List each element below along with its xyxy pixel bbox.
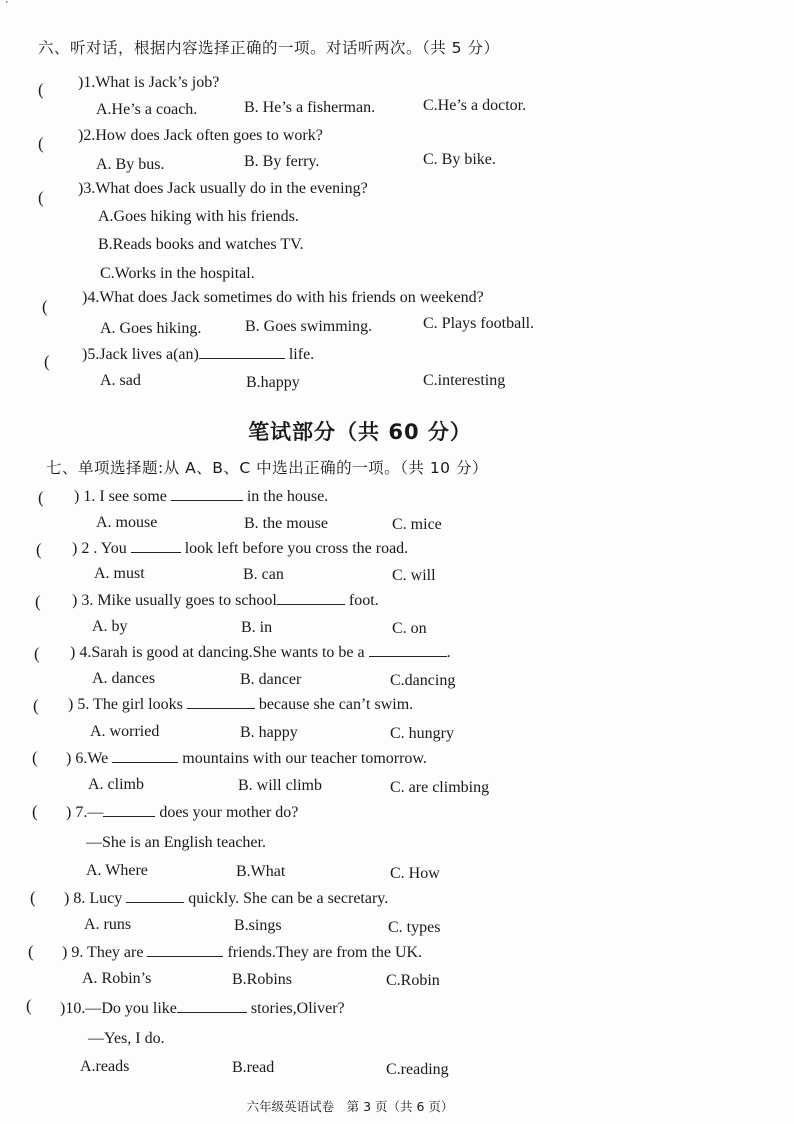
question-text: ) 1. I see some in the house. xyxy=(74,488,329,505)
option-c: C. mice xyxy=(392,516,442,533)
answer-line: —Yes, I do. xyxy=(88,1030,165,1047)
option-a: A. sad xyxy=(100,372,141,389)
option-c: C.interesting xyxy=(423,372,506,389)
option-a: A. runs xyxy=(84,916,132,933)
option-a: A.Goes hiking with his friends. xyxy=(98,208,299,225)
written-part-title: 笔试部分（共 60 分） xyxy=(248,420,472,444)
question-text: ) 7.— does your mother do? xyxy=(66,804,299,821)
option-c: C. types xyxy=(388,919,441,936)
section7-heading: 七、单项选择题:从 A、B、C 中选出正确的一项。（共 10 分） xyxy=(46,459,488,477)
option-a: A. By bus. xyxy=(96,156,165,173)
answer-blank[interactable] xyxy=(126,901,184,903)
question-text: )10.—Do you like stories,Oliver? xyxy=(60,1000,345,1017)
option-c: C.Works in the hospital. xyxy=(100,265,255,282)
question-text: ) 3. Mike usually goes to school foot. xyxy=(72,592,379,609)
question-text: ) 2 . You look left before you cross the road. xyxy=(72,540,409,557)
answer-paren[interactable]: ( xyxy=(26,996,32,1015)
option-b: B. By ferry. xyxy=(244,153,320,170)
option-a: A. by xyxy=(92,618,128,635)
question-text: ) 4.Sarah is good at dancing.She wants to be a . xyxy=(70,644,451,661)
answer-blank[interactable] xyxy=(171,499,243,501)
answer-paren[interactable]: ( xyxy=(35,592,41,611)
option-b: B.read xyxy=(232,1059,275,1076)
answer-line: —She is an English teacher. xyxy=(86,834,266,851)
question-text: )3.What does Jack usually do in the evening? xyxy=(78,180,368,197)
question-text: ) 9. They are friends.They are from the UK. xyxy=(62,944,423,961)
answer-blank[interactable] xyxy=(112,761,178,763)
option-c: C.Robin xyxy=(386,972,440,989)
answer-paren[interactable]: ( xyxy=(38,188,44,207)
option-c: C. are climbing xyxy=(390,779,490,796)
corner-mark: ' xyxy=(6,0,8,11)
question-text: ) 5. The girl looks because she can’t swim. xyxy=(68,696,414,713)
answer-blank[interactable] xyxy=(277,603,345,605)
option-b: B. in xyxy=(241,619,273,636)
answer-blank[interactable] xyxy=(199,357,285,359)
option-a: A.reads xyxy=(80,1058,130,1075)
answer-paren[interactable]: ( xyxy=(38,134,44,153)
answer-paren[interactable]: ( xyxy=(33,696,39,715)
option-b: B.What xyxy=(236,863,286,880)
option-a: A. mouse xyxy=(96,514,158,531)
answer-blank[interactable] xyxy=(177,1011,247,1013)
option-a: A. Goes hiking. xyxy=(100,320,202,337)
answer-blank[interactable] xyxy=(187,707,255,709)
question-text: )5.Jack lives a(an) life. xyxy=(82,346,315,363)
page-footer: 六年级英语试卷 第 3 页（共 6 页） xyxy=(246,1099,454,1114)
option-c: C. How xyxy=(390,865,440,882)
answer-blank[interactable] xyxy=(147,955,223,957)
option-a: A. Robin’s xyxy=(82,970,152,987)
option-b: B. He’s a fisherman. xyxy=(244,99,376,116)
option-b: B. will climb xyxy=(238,777,322,794)
option-a: A. must xyxy=(94,565,145,582)
answer-paren[interactable]: ( xyxy=(34,644,40,663)
answer-paren[interactable]: ( xyxy=(32,802,38,821)
option-b: B. can xyxy=(243,566,284,583)
option-c: C. on xyxy=(392,620,427,637)
option-a: A. dances xyxy=(92,670,156,687)
question-text: )1.What is Jack’s job? xyxy=(78,74,220,91)
option-c: C. will xyxy=(392,567,436,584)
option-a: A. climb xyxy=(88,776,144,793)
option-b: B.Reads books and watches TV. xyxy=(98,236,304,253)
option-c: C. By bike. xyxy=(423,151,496,168)
option-c: C.dancing xyxy=(390,672,456,689)
option-a: A. worried xyxy=(90,723,160,740)
option-c: C.reading xyxy=(386,1061,449,1078)
answer-paren[interactable]: ( xyxy=(38,488,44,507)
answer-paren[interactable]: ( xyxy=(28,942,34,961)
answer-paren[interactable]: ( xyxy=(36,540,42,559)
answer-blank[interactable] xyxy=(103,815,155,817)
question-text: ) 8. Lucy quickly. She can be a secretary. xyxy=(64,890,389,907)
answer-paren[interactable]: ( xyxy=(44,352,50,371)
question-text: ) 6.We mountains with our teacher tomorrow. xyxy=(66,750,427,767)
answer-blank[interactable] xyxy=(131,551,181,553)
option-b: B. dancer xyxy=(240,671,302,688)
option-c: C.He’s a doctor. xyxy=(423,97,527,114)
option-c: C. Plays football. xyxy=(423,315,535,332)
option-c: C. hungry xyxy=(390,725,454,742)
option-b: B.happy xyxy=(246,374,300,391)
answer-paren[interactable]: ( xyxy=(38,80,44,99)
option-b: B. Goes swimming. xyxy=(245,318,373,335)
section6-heading: 六、听对话，根据内容选择正确的一项。对话听两次。（共 5 分） xyxy=(38,39,500,57)
option-b: B. the mouse xyxy=(244,515,328,532)
question-text: )4.What does Jack sometimes do with his friends on weekend? xyxy=(82,289,484,306)
answer-blank[interactable] xyxy=(369,655,447,657)
question-text: )2.How does Jack often goes to work? xyxy=(78,127,323,144)
option-b: B. happy xyxy=(240,724,298,741)
answer-paren[interactable]: ( xyxy=(42,297,48,316)
answer-paren[interactable]: ( xyxy=(32,748,38,767)
option-a: A. Where xyxy=(86,862,148,879)
answer-paren[interactable]: ( xyxy=(30,888,36,907)
option-b: B.Robins xyxy=(232,971,293,988)
option-a: A.He’s a coach. xyxy=(96,101,198,118)
option-b: B.sings xyxy=(234,917,282,934)
